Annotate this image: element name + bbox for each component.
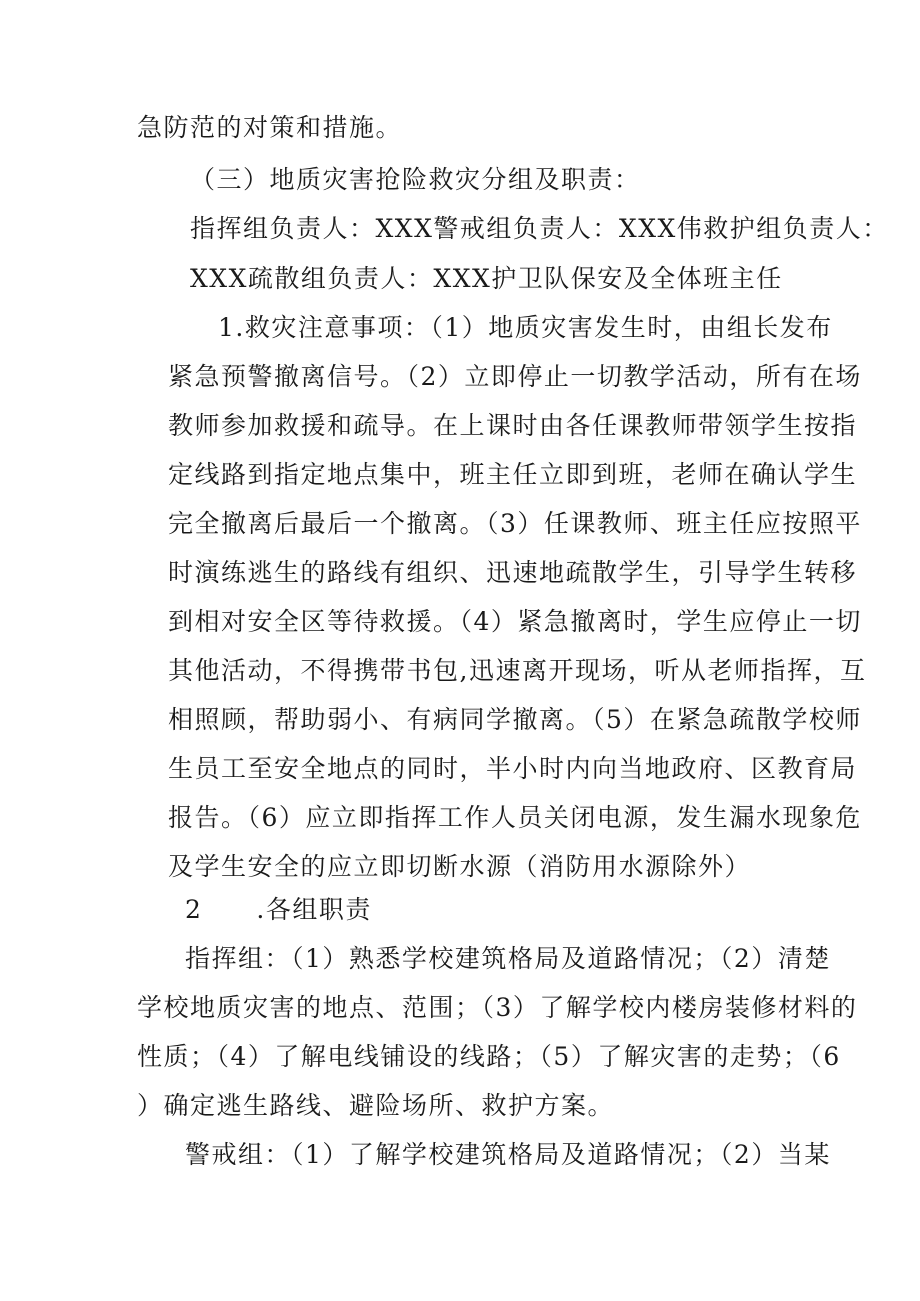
paragraph-line: 生员工至安全地点的同时，半小时内向当地政府、区教育局 bbox=[168, 754, 858, 783]
paragraph-line: 紧急预警撤离信号。（2）立即停止一切教学活动，所有在场 bbox=[168, 362, 862, 391]
paragraph-line: XXX疏散组负责人：XXX护卫队保安及全体班主任 bbox=[190, 264, 783, 293]
paragraph-line: 其他活动，不得携带书包,迅速离开现场，听从老师指挥，互 bbox=[168, 656, 867, 685]
paragraph-line: 指挥组负责人：XXX警戒组负责人：XXX伟救护组负责人： bbox=[190, 214, 889, 243]
section-heading: （三）地质灾害抢险救灾分组及职责： bbox=[190, 165, 641, 194]
paragraph-line: 及学生安全的应立即切断水源（消防用水源除外） bbox=[168, 852, 752, 881]
paragraph-line: 到相对安全区等待救援。（4）紧急撤离时，学生应停止一切 bbox=[168, 607, 862, 636]
paragraph-line: 相照顾，帮助弱小、有病同学撤离。（5）在紧急疏散学校师 bbox=[168, 705, 862, 734]
paragraph-line: 急防范的对策和措施。 bbox=[137, 113, 403, 142]
paragraph-line: 报告。（6）应立即指挥工作人员关闭电源，发生漏水现象危 bbox=[168, 803, 862, 832]
paragraph-line: 指挥组：（1）熟悉学校建筑格局及道路情况；（2）清楚 bbox=[185, 944, 831, 973]
paragraph-line: 教师参加救援和疏导。在上课时由各任课教师带领学生按指 bbox=[168, 411, 858, 440]
paragraph-line: ）确定逃生路线、避险场所、救护方案。 bbox=[137, 1091, 615, 1120]
paragraph-line: 性质；（4）了解电线铺设的线路；（5）了解灾害的走势；（6 bbox=[137, 1042, 841, 1071]
list-item-heading bbox=[185, 895, 372, 925]
paragraph-line: 学校地质灾害的地点、范围；（3）了解学校内楼房装修材料的 bbox=[137, 993, 858, 1022]
list-item-label: .各组职责 bbox=[256, 895, 372, 924]
paragraph-line: 时演练逃生的路线有组织、迅速地疏散学生，引导学生转移 bbox=[168, 558, 858, 587]
paragraph-line: 警戒组：（1）了解学校建筑格局及道路情况；（2）当某 bbox=[185, 1140, 831, 1169]
paragraph-line: 完全撤离后最后一个撤离。（3）任课教师、班主任应按照平 bbox=[168, 509, 862, 538]
paragraph-line: 定线路到指定地点集中，班主任立即到班，老师在确认学生 bbox=[168, 460, 858, 489]
list-item-heading: 1.救灾注意事项：（1）地质灾害发生时，由组长发布 bbox=[218, 313, 833, 342]
list-number: 2 bbox=[185, 895, 203, 924]
